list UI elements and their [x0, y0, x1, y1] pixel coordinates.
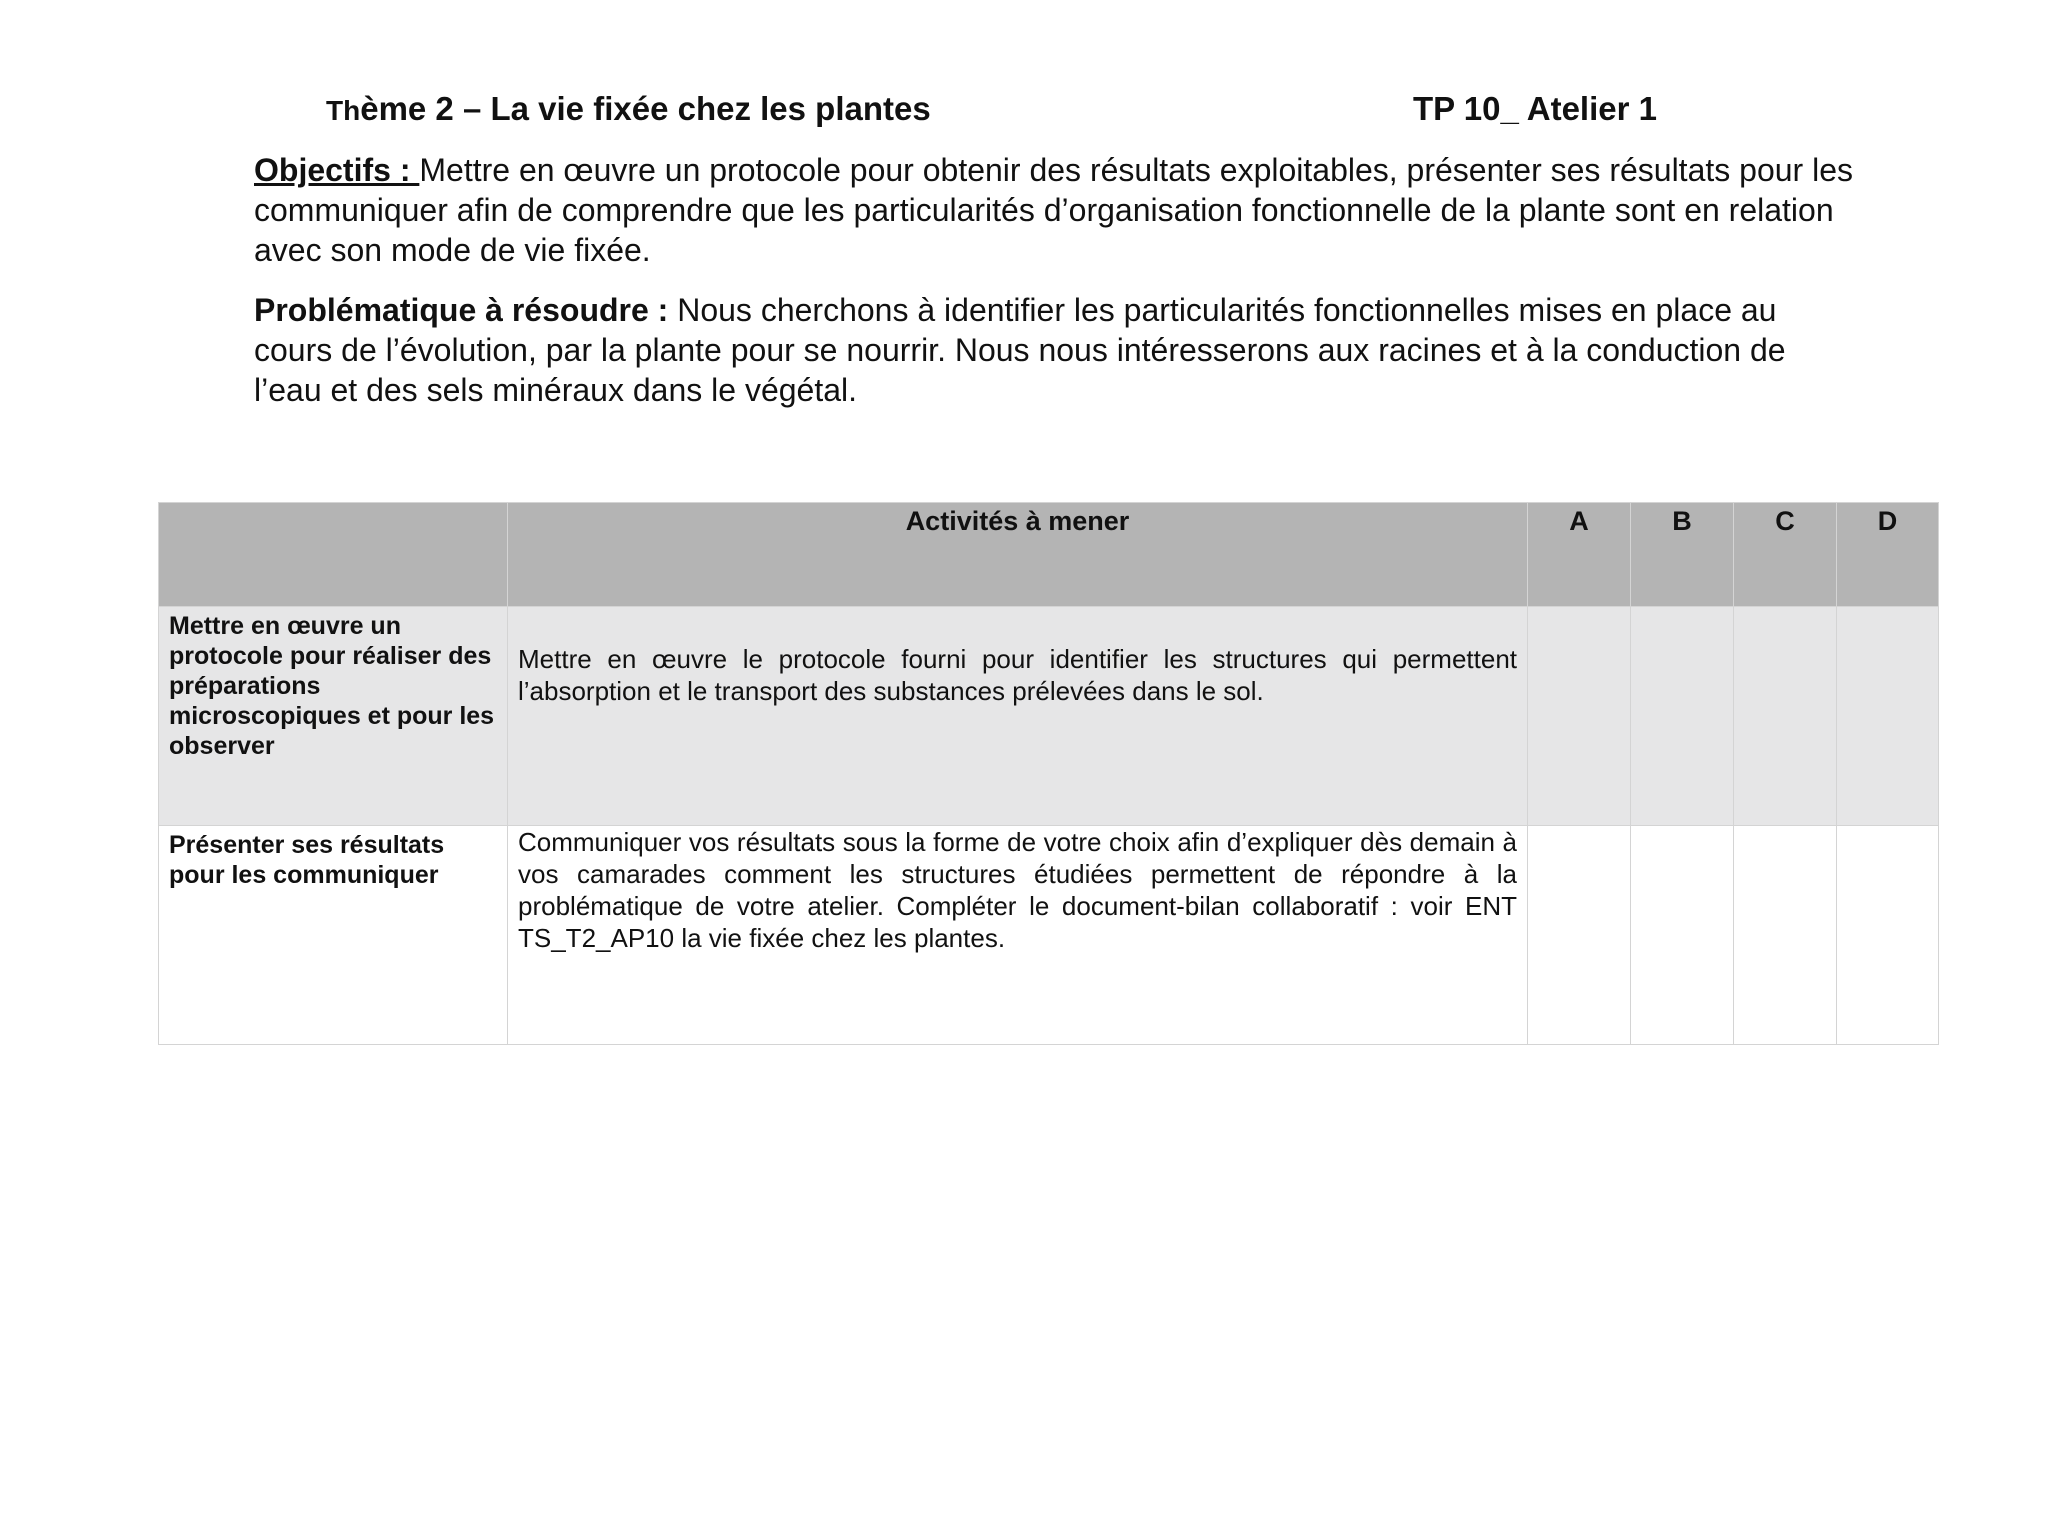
- problematique-label: Problématique à résoudre :: [254, 292, 678, 328]
- theme-title-prefix: Th: [326, 95, 361, 126]
- table-header-row: [159, 503, 1939, 607]
- grade-cell-d[interactable]: [1837, 826, 1939, 1045]
- grade-cell-b[interactable]: [1631, 607, 1734, 826]
- table-header-activites: Activités à mener: [508, 503, 1528, 607]
- theme-title-text: ème 2 – La vie fixée chez les plantes: [360, 90, 931, 127]
- grade-cell-d[interactable]: [1837, 607, 1939, 826]
- grade-cell-a[interactable]: [1528, 826, 1631, 1045]
- activite-text: Mettre en œuvre le protocole fourni pour identifier les structures qui permettent l’absorption et le transport des substances prélevées dans le sol.: [518, 644, 1517, 706]
- activite-cell: [508, 607, 1528, 826]
- grade-cell-a[interactable]: [1528, 607, 1631, 826]
- table-row: [159, 607, 1939, 826]
- activite-text: Communiquer vos résultats sous la forme de votre choix afin d’expliquer dès demain à vos camarades comment les structures étudiées permettent de répondre à la problématique de votre atelier. Compléter le document-bilan collaboratif : voir ENT TS_T2_AP10 la vie fixée chez les plantes.: [518, 827, 1517, 953]
- table-header-b: B: [1631, 503, 1734, 607]
- theme-title: [326, 90, 931, 128]
- activite-cell: [508, 826, 1528, 1045]
- grade-cell-c[interactable]: [1734, 826, 1837, 1045]
- table-header-d: D: [1837, 503, 1939, 607]
- problematique-text: Nous cherchons à identifier les particularités fonctionnelles mises en place au cours de l’évolution, par la plante pour se nourrir. Nous nous intéresserons aux racines et à la conduction de l’eau et des sels minéraux dans le végétal.: [254, 292, 1786, 408]
- objectifs-text: Mettre en œuvre un protocole pour obtenir des résultats exploitables, présenter ses résultats pour les communiquer afin de comprendre que les particularités d’organisation fonctionnelle de la plante sont en relation avec son mode de vie fixée.: [254, 152, 1853, 268]
- problematique-paragraph: [254, 290, 1854, 410]
- document-header: [0, 90, 2048, 130]
- table-header-a: A: [1528, 503, 1631, 607]
- competence-text: Présenter ses résultats pour les communiquer: [169, 831, 445, 889]
- competence-cell: [159, 826, 508, 1045]
- table-header-competence: [159, 503, 508, 607]
- tp-title: TP 10_ Atelier 1: [1413, 90, 1657, 127]
- objectifs-paragraph: [254, 150, 1854, 270]
- table-header-c: C: [1734, 503, 1837, 607]
- competence-cell: [159, 607, 508, 826]
- competence-text: Mettre en œuvre un protocole pour réaliser des préparations microscopiques et pour les observer: [169, 612, 495, 760]
- evaluation-table: [158, 502, 1939, 1045]
- grade-cell-b[interactable]: [1631, 826, 1734, 1045]
- table-row: [159, 826, 1939, 1045]
- grade-cell-c[interactable]: [1734, 607, 1837, 826]
- objectifs-label: Objectifs :: [254, 152, 420, 188]
